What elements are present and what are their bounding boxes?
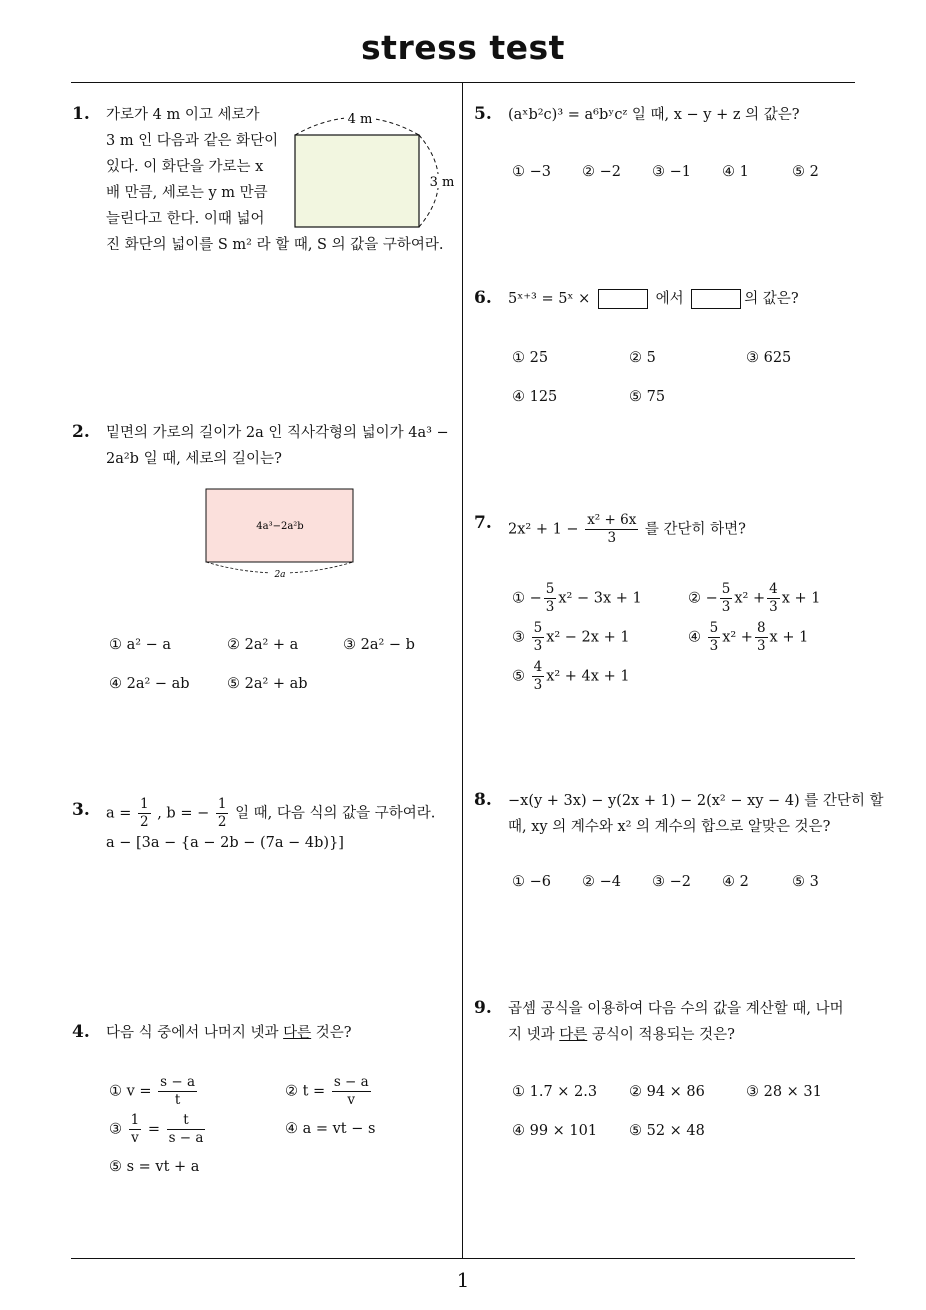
option-4[interactable]: ④ 1 — [722, 164, 749, 180]
option-5[interactable]: ⑤ 2a² + ab — [227, 676, 308, 692]
q4-stem: 것은? — [311, 1025, 352, 1041]
option-4[interactable]: ④ 125 — [512, 389, 558, 405]
page-number: 1 — [456, 1268, 470, 1292]
q3-stem: 일 때, 다음 식의 값을 구하여라. — [235, 805, 436, 822]
answer-blank-box[interactable] — [691, 289, 741, 309]
column-divider — [462, 82, 463, 1259]
option-1[interactable]: ① 25 — [512, 350, 549, 366]
option-2[interactable]: ② 94 × 86 — [629, 1084, 705, 1100]
q9-line: 곱셈 공식을 이용하여 다음 수의 값을 계산할 때, 나머 — [508, 1001, 844, 1017]
q1-line: 가로가 4 m 이고 세로가 — [106, 107, 260, 123]
option-1[interactable]: ① a² − a — [109, 637, 172, 653]
q3-a-lhs: a = — [106, 805, 132, 822]
q4-stem: 다음 식 중에서 나머지 넷과 — [106, 1025, 284, 1041]
option-1[interactable]: ① − $\frac{5}{3}$ x² − 3x + 1 — [512, 581, 642, 615]
question-number: 5. — [474, 104, 492, 124]
option-3[interactable]: ③ 2a² − b — [343, 637, 415, 653]
question-number: 2. — [72, 422, 90, 442]
option-2[interactable]: ② −2 — [582, 164, 621, 180]
garden-rectangle — [295, 135, 419, 227]
option-2[interactable]: ② −4 — [582, 874, 621, 890]
option-2[interactable]: ② 5 — [629, 350, 656, 366]
option-3[interactable]: ③ 28 × 31 — [746, 1084, 822, 1100]
q2-line: 2a²b 일 때, 세로의 길이는? — [106, 451, 282, 467]
question-number: 9. — [474, 998, 492, 1018]
q1-line: 늘린다고 한다. 이때 넓어 — [106, 211, 265, 227]
q2-rectangle-figure — [200, 486, 360, 581]
q9-underline: 다른 — [559, 1027, 588, 1043]
option-1[interactable]: ① 1.7 × 2.3 — [512, 1084, 598, 1100]
option-3[interactable]: ③ 625 — [746, 350, 792, 366]
q3-b-lhs: , b = − — [157, 805, 210, 822]
q1-line: 3 m 인 다음과 같은 화단이 — [106, 133, 279, 149]
option-3[interactable]: ③ −2 — [652, 874, 691, 890]
q3-expression: a − [3a − {a − 2b − (7a − 4b)}] — [106, 835, 344, 851]
option-2[interactable]: ② − $\frac{5}{3}$ x² + $\frac{4}{3}$ x + 1 — [688, 581, 821, 615]
option-5[interactable]: ⑤ 52 × 48 — [629, 1123, 705, 1139]
q4-underline: 다른 — [283, 1025, 312, 1041]
area-label: 4a³−2a²b — [256, 521, 304, 532]
option-2[interactable]: ② t = $\frac{s - a}{v}$ — [285, 1074, 369, 1108]
option-5[interactable]: ⑤ 3 — [792, 874, 819, 890]
question-number: 3. — [72, 800, 90, 820]
option-4[interactable]: ④ $\frac{5}{3}$ x² + $\frac{8}{3}$ x + 1 — [688, 620, 809, 654]
q1-line: 배 만큼, 세로는 y m 만큼 — [106, 185, 268, 201]
option-4[interactable]: ④ 2 — [722, 874, 749, 890]
q6-stem: 의 값은? — [744, 291, 799, 307]
option-2[interactable]: ② 2a² + a — [227, 637, 299, 653]
question-number: 1. — [72, 104, 90, 124]
option-4[interactable]: ④ 2a² − ab — [109, 676, 190, 692]
q6-stem: 에서 — [655, 291, 684, 307]
q8-line: 때, xy 의 계수와 x² 의 계수의 합으로 알맞은 것은? — [508, 819, 831, 835]
fraction: $\frac{\text{x² + 6x}}{3}$ — [587, 512, 637, 546]
height-label: 3 m — [429, 175, 455, 190]
width-label: 4 m — [347, 112, 373, 127]
question-number: 4. — [72, 1022, 90, 1042]
q9-line: 지 넷과 다른 공식이 적용되는 것은? — [508, 1027, 735, 1043]
footer-rule — [71, 1258, 855, 1259]
fraction: $\frac{1}{2}$ — [140, 796, 149, 830]
header-rule — [71, 82, 855, 83]
option-5[interactable]: ⑤ 2 — [792, 164, 819, 180]
option-4[interactable]: ④ 99 × 101 — [512, 1123, 598, 1139]
q5-stem: (aˣb²c)³ = a⁶bʸcᶻ 일 때, x − y + z 의 값은? — [508, 107, 800, 123]
q2-line: 밑면의 가로의 길이가 2a 인 직사각형의 넓이가 4a³ − — [106, 425, 449, 441]
q1-garden-figure — [288, 108, 458, 233]
q1-line: 진 화단의 넓이를 S m² 라 할 때, S 의 값을 구하여라. — [106, 237, 444, 253]
page-title: stress test — [361, 28, 565, 67]
question-number: 8. — [474, 790, 492, 810]
q6-stem: 5ˣ⁺³ = 5ˣ × — [508, 291, 591, 307]
option-3[interactable]: ③ $\frac{5}{3}$ x² − 2x + 1 — [512, 620, 630, 654]
option-4[interactable]: ④ a = vt − s — [285, 1121, 376, 1137]
option-3[interactable]: ③ −1 — [652, 164, 691, 180]
q7-stem: 2x² + 1 − — [508, 521, 579, 538]
option-5[interactable]: ⑤ $\frac{4}{3}$ x² + 4x + 1 — [512, 659, 630, 693]
base-label: 2a — [274, 570, 286, 580]
option-1[interactable]: ① −6 — [512, 874, 551, 890]
fraction: $\frac{1}{2}$ — [217, 796, 227, 830]
q8-line: −x(y + 3x) − y(2x + 1) − 2(x² − xy − 4) 를 간단히 할 — [508, 793, 884, 809]
question-number: 6. — [474, 288, 492, 308]
option-1[interactable]: ① −3 — [512, 164, 551, 180]
q7-stem: 를 간단히 하면? — [644, 521, 746, 538]
q1-line: 있다. 이 화단을 가로는 x — [106, 159, 264, 175]
option-1[interactable]: ① v = $\frac{s - a}{t}$ — [109, 1074, 196, 1108]
answer-blank-box[interactable] — [598, 289, 648, 309]
option-5[interactable]: ⑤ s = vt + a — [109, 1159, 200, 1175]
option-3[interactable]: ③ $\frac{1}{v}$ = $\frac{t}{s - a}$ — [109, 1112, 204, 1146]
option-5[interactable]: ⑤ 75 — [629, 389, 666, 405]
question-number: 7. — [474, 513, 492, 533]
